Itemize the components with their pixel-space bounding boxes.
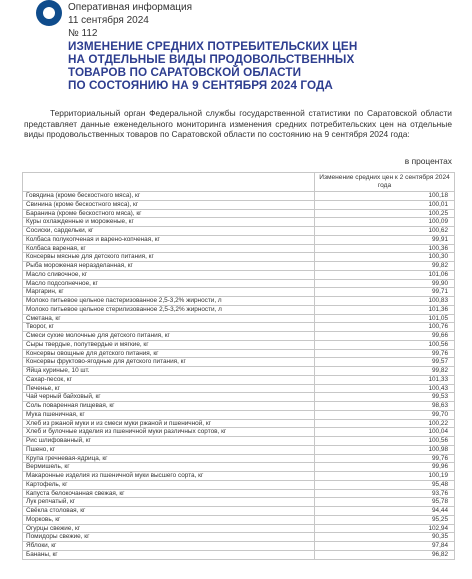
product-name-cell: Яблоки, кг [23, 542, 315, 551]
table-row [23, 227, 455, 236]
product-name-cell: Маргарин, кг [23, 288, 315, 297]
price-change-cell: 100,43 [315, 384, 455, 393]
product-name-cell: Куры охлажденные и мороженые, кг [23, 218, 315, 227]
price-change-cell: 94,44 [315, 507, 455, 516]
price-change-cell: 95,25 [315, 515, 455, 524]
table-row [23, 279, 455, 288]
price-change-cell: 95,48 [315, 480, 455, 489]
title-line: НА ОТДЕЛЬНЫЕ ВИДЫ ПРОДОВОЛЬСТВЕННЫХ [68, 53, 355, 66]
intro-paragraph: Территориальный орган Федеральной службы государственной статистики по Саратовской области представляет данные еженедельного мониторинга изменения средних потребительских цен на отдельные виды продовольственных товаров по Саратовской области по состоянию на 9 сентября 2024 года: [24, 108, 452, 139]
table-row [23, 235, 455, 244]
price-change-cell: 101,05 [315, 314, 455, 323]
table-row [23, 270, 455, 279]
product-name-cell: Колбаса полукопченая и варено-копченая, кг [23, 235, 315, 244]
table-row [23, 384, 455, 393]
price-change-cell: 97,84 [315, 542, 455, 551]
product-name-cell: Хлеб из ржаной муки и из смеси муки ржаной и пшеничной, кг [23, 419, 315, 428]
table-row [23, 305, 455, 314]
table-row [23, 393, 455, 402]
table-row [23, 410, 455, 419]
product-name-cell: Сахар-песок, кг [23, 375, 315, 384]
table-row [23, 367, 455, 376]
product-name-cell: Колбаса вареная, кг [23, 244, 315, 253]
table-row [23, 542, 455, 551]
price-change-cell: 95,78 [315, 498, 455, 507]
price-change-cell: 99,70 [315, 410, 455, 419]
price-change-cell: 99,82 [315, 262, 455, 271]
price-change-cell: 100,98 [315, 445, 455, 454]
price-change-cell: 99,53 [315, 393, 455, 402]
price-change-cell: 99,76 [315, 349, 455, 358]
column-header-change: Изменение средних цен к 2 сентября 2024 года [315, 173, 455, 192]
table-row [23, 550, 455, 559]
price-change-cell: 100,18 [315, 192, 455, 201]
product-name-cell: Свинина (кроме бескостного мяса), кг [23, 200, 315, 209]
price-change-cell: 99,96 [315, 463, 455, 472]
table-row [23, 472, 455, 481]
price-change-cell: 99,71 [315, 288, 455, 297]
price-change-cell: 100,56 [315, 437, 455, 446]
units-label: в процентах [404, 156, 452, 166]
price-change-cell: 100,76 [315, 323, 455, 332]
product-name-cell: Свёкла столовая, кг [23, 507, 315, 516]
price-change-cell: 100,04 [315, 428, 455, 437]
price-change-cell: 100,22 [315, 419, 455, 428]
product-name-cell: Макаронные изделия из пшеничной муки высшего сорта, кг [23, 472, 315, 481]
table-row [23, 218, 455, 227]
table-row [23, 192, 455, 201]
table-row [23, 209, 455, 218]
table-row [23, 314, 455, 323]
product-name-cell: Яйца куриные, 10 шт. [23, 367, 315, 376]
price-change-cell: 100,36 [315, 244, 455, 253]
table-row [23, 288, 455, 297]
product-name-cell: Масло сливочное, кг [23, 270, 315, 279]
document-title [68, 40, 448, 92]
product-name-cell: Чай черный байховый, кг [23, 393, 315, 402]
price-change-cell: 96,82 [315, 550, 455, 559]
product-name-cell: Консервы мясные для детского питания, кг [23, 253, 315, 262]
product-name-cell: Смеси сухие молочные для детского питания, кг [23, 332, 315, 341]
table-row [23, 375, 455, 384]
price-change-cell: 100,56 [315, 340, 455, 349]
product-name-cell: Молоко питьевое цельное стерилизованное 2,5-3,2% жирности, л [23, 305, 315, 314]
price-change-cell: 99,66 [315, 332, 455, 341]
price-change-cell: 98,63 [315, 402, 455, 411]
table-row [23, 349, 455, 358]
table-row [23, 533, 455, 542]
price-change-cell: 99,90 [315, 279, 455, 288]
document-number: № 112 [68, 28, 98, 39]
price-change-cell: 100,01 [315, 200, 455, 209]
table-header-row [23, 173, 455, 192]
price-change-cell: 102,94 [315, 524, 455, 533]
table-row [23, 454, 455, 463]
product-name-cell: Говядина (кроме бескостного мяса), кг [23, 192, 315, 201]
price-change-table [22, 172, 455, 560]
product-name-cell: Рис шлифованный, кг [23, 437, 315, 446]
product-name-cell: Помидоры свежие, кг [23, 533, 315, 542]
price-change-cell: 100,62 [315, 227, 455, 236]
table-row [23, 419, 455, 428]
document-meta [68, 1, 192, 40]
product-name-cell: Масло подсолнечное, кг [23, 279, 315, 288]
price-change-cell: 100,83 [315, 297, 455, 306]
table-row [23, 507, 455, 516]
price-change-cell: 100,19 [315, 472, 455, 481]
product-name-cell: Бананы, кг [23, 550, 315, 559]
product-name-cell: Картофель, кг [23, 480, 315, 489]
product-name-cell: Мука пшеничная, кг [23, 410, 315, 419]
product-name-cell: Баранина (кроме бескостного мяса), кг [23, 209, 315, 218]
product-name-cell: Сметана, кг [23, 314, 315, 323]
price-change-cell: 100,30 [315, 253, 455, 262]
price-change-cell: 101,36 [315, 305, 455, 314]
table-row [23, 463, 455, 472]
price-change-cell: 99,91 [315, 235, 455, 244]
product-name-cell: Соль поваренная пищевая, кг [23, 402, 315, 411]
table-row [23, 200, 455, 209]
product-name-cell: Печенье, кг [23, 384, 315, 393]
table-row [23, 445, 455, 454]
table-row [23, 515, 455, 524]
table-row [23, 498, 455, 507]
table-row [23, 340, 455, 349]
title-line: ПО СОСТОЯНИЮ НА 9 СЕНТЯБРЯ 2024 ГОДА [68, 79, 333, 92]
product-name-cell: Огурцы свежие, кг [23, 524, 315, 533]
price-change-cell: 93,76 [315, 489, 455, 498]
table-row [23, 244, 455, 253]
price-change-cell: 99,82 [315, 367, 455, 376]
price-change-cell: 99,76 [315, 454, 455, 463]
table-row [23, 428, 455, 437]
product-name-cell: Морковь, кг [23, 515, 315, 524]
product-name-cell: Хлеб и булочные изделия из пшеничной муки различных сортов, кг [23, 428, 315, 437]
title-line: ТОВАРОВ ПО САРАТОВСКОЙ ОБЛАСТИ [68, 66, 302, 79]
product-name-cell: Пшено, кг [23, 445, 315, 454]
table-row [23, 524, 455, 533]
product-name-cell: Крупа гречневая-ядрица, кг [23, 454, 315, 463]
logo-emblem-icon [43, 7, 55, 19]
title-line: ИЗМЕНЕНИЕ СРЕДНИХ ПОТРЕБИТЕЛЬСКИХ ЦЕН [68, 40, 358, 53]
rosstat-logo [36, 0, 62, 26]
table-row [23, 489, 455, 498]
product-name-cell: Лук репчатый, кг [23, 498, 315, 507]
column-header-product [23, 173, 315, 192]
table-row [23, 402, 455, 411]
product-name-cell: Сыры твердые, полутвердые и мягкие, кг [23, 340, 315, 349]
table-row [23, 253, 455, 262]
product-name-cell: Консервы овощные для детского питания, кг [23, 349, 315, 358]
table-row [23, 262, 455, 271]
document-date: 11 сентября 2024 [68, 15, 149, 26]
price-change-cell: 101,33 [315, 375, 455, 384]
product-name-cell: Капуста белокочанная свежая, кг [23, 489, 315, 498]
product-name-cell: Рыба мороженая неразделанная, кг [23, 262, 315, 271]
product-name-cell: Творог, кг [23, 323, 315, 332]
table-row [23, 358, 455, 367]
table-row [23, 437, 455, 446]
document-category: Оперативная информация [68, 2, 193, 13]
product-name-cell: Сосиски, сардельки, кг [23, 227, 315, 236]
product-name-cell: Консервы фруктово-ягодные для детского питания, кг [23, 358, 315, 367]
table-row [23, 323, 455, 332]
product-name-cell: Молоко питьевое цельное пастеризованное 2,5-3,2% жирности, л [23, 297, 315, 306]
product-name-cell: Вермишель, кг [23, 463, 315, 472]
table-row [23, 480, 455, 489]
price-change-cell: 99,57 [315, 358, 455, 367]
table-row [23, 297, 455, 306]
price-change-cell: 90,35 [315, 533, 455, 542]
price-change-cell: 100,25 [315, 209, 455, 218]
table-row [23, 332, 455, 341]
price-change-cell: 101,06 [315, 270, 455, 279]
price-change-cell: 100,09 [315, 218, 455, 227]
